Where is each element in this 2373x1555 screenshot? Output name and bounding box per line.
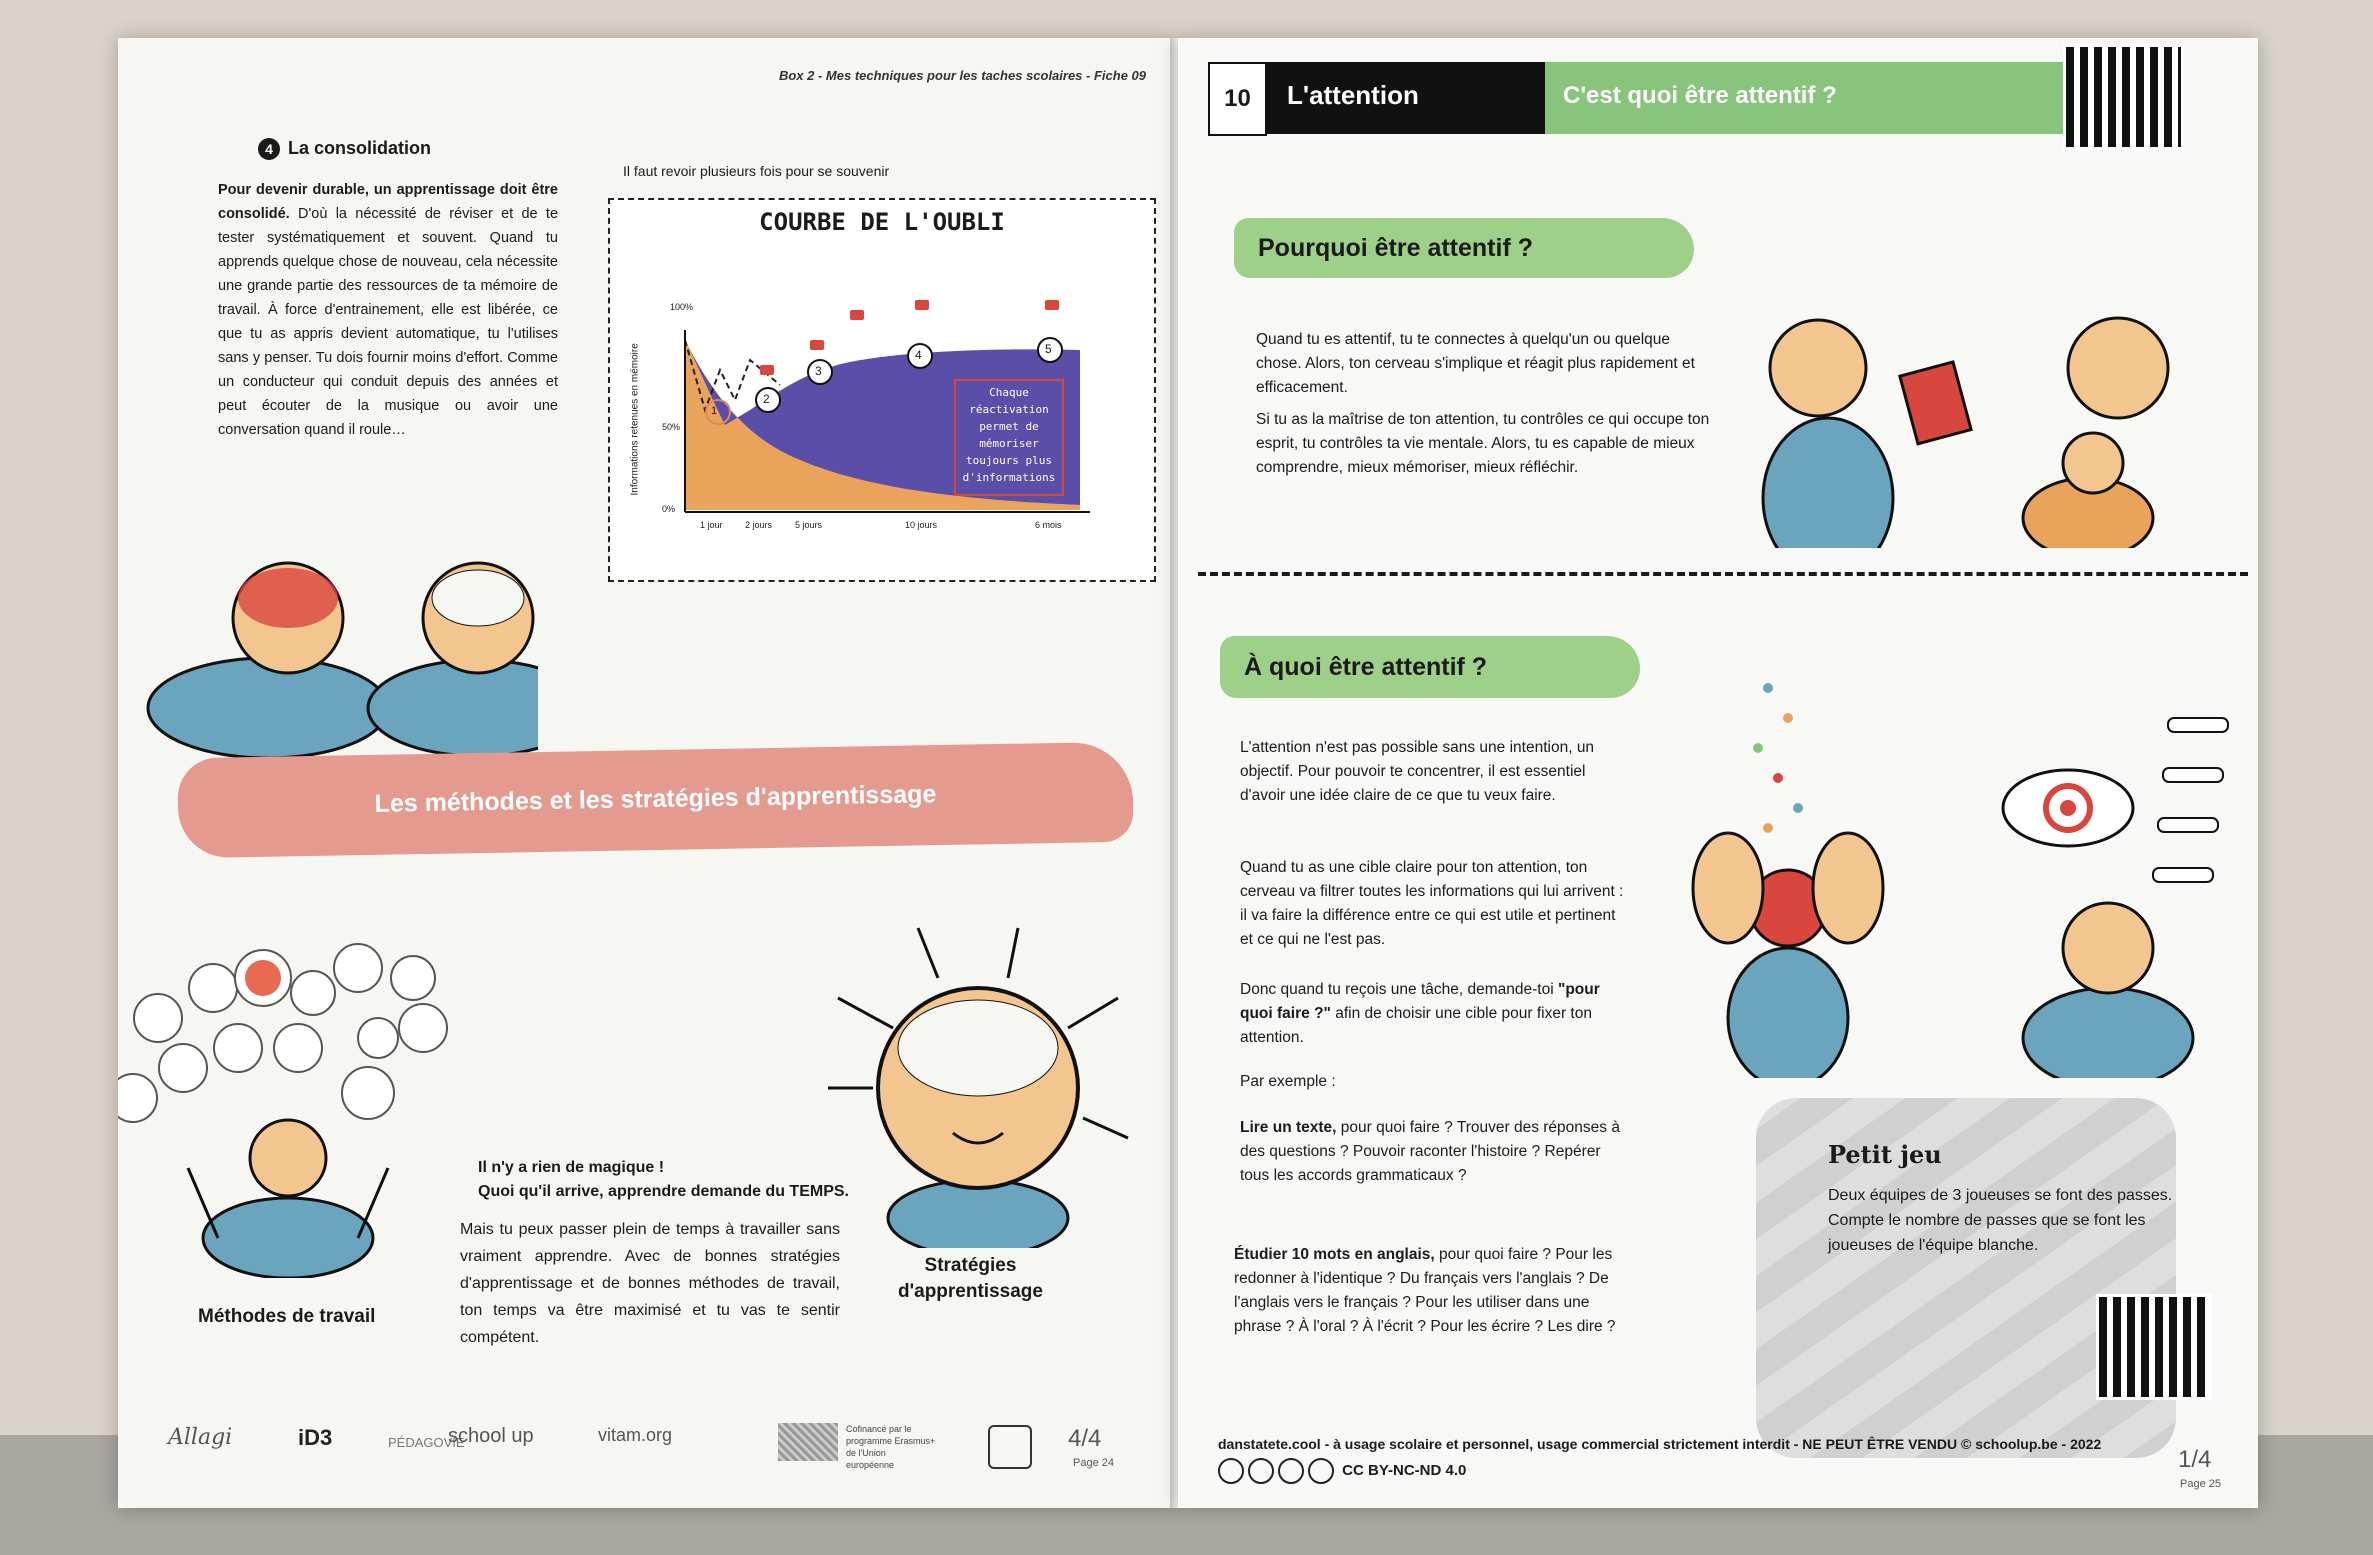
forgetting-curve-graph bbox=[608, 198, 1156, 582]
marker-4: 4 bbox=[915, 348, 922, 362]
marker-2: 2 bbox=[763, 392, 770, 406]
by-icon bbox=[1248, 1458, 1274, 1484]
why-paragraph-2: Si tu as la maîtrise de ton attention, tu contrôles ce qui occupe ton esprit, tu contrôles ta vie mentale. Alors, tu es capable de mieux comprendre, mieux mémoriser, mieux réfléchir. bbox=[1256, 411, 1710, 476]
example-2-text: pour quoi faire ? Pour les redonner à l'identique ? Du français vers l'anglais ? De l'anglais vers le français ? Pour les utiliser dans une phrase ? À l'oral ? À l'écrit ? Pour les écrire ? Les dire ? bbox=[1234, 1246, 1616, 1335]
forgetting-curve-svg bbox=[610, 200, 1154, 580]
ytick-0: 0% bbox=[662, 504, 676, 514]
label-strategies-1: Stratégies bbox=[924, 1255, 1017, 1276]
what-p3-a: Donc quand tu reçois une tâche, demande-toi bbox=[1240, 981, 1554, 998]
xtick-2: 2 jours bbox=[745, 520, 773, 530]
section-title-text: La consolidation bbox=[288, 138, 432, 158]
magic-title-2: Quoi qu'il arrive, apprendre demande du TEMPS. bbox=[478, 1183, 849, 1200]
license-text: CC BY-NC-ND 4.0 bbox=[1342, 1461, 1467, 1479]
creative-commons-icon bbox=[1218, 1458, 1244, 1484]
left-footer bbox=[118, 1413, 1176, 1473]
chapter-title: L'attention bbox=[1265, 62, 1545, 134]
game-text: Deux équipes de 3 joueuses se font des passes. Compte le nombre de passes que se font les joueuses de l'équipe blanche. bbox=[1828, 1187, 2173, 1254]
marker-3: 3 bbox=[815, 364, 822, 378]
xtick-1: 1 jour bbox=[700, 520, 723, 530]
brain-illustration bbox=[118, 528, 538, 758]
why-illustration bbox=[1738, 238, 2218, 548]
logo-pedagovie: PÉDAGOVIE bbox=[388, 1435, 465, 1450]
graph-ylabel: Informations retenues en mémoire bbox=[629, 343, 641, 496]
right-footer-line: danstatete.cool - à usage scolaire et personnel, usage commercial strictement interdit - NE PEUT ÊTRE VENDU © schoolup.be - 2022 bbox=[1218, 1436, 2102, 1452]
example-2 bbox=[1234, 1243, 1624, 1339]
ytick-50: 50% bbox=[662, 422, 681, 432]
why-title: Pourquoi être attentif ? bbox=[1234, 218, 1694, 278]
game-title: Petit jeu bbox=[1828, 1140, 1942, 1169]
example-1 bbox=[1240, 1116, 1620, 1188]
example-2-bold: Étudier 10 mots en anglais, bbox=[1234, 1246, 1435, 1263]
example-intro: Par exemple : bbox=[1240, 1073, 1336, 1090]
consolidation-text: D'où la nécessité de réviser et de te tester systématiquement et souvent. Quand tu apprends quelque chose de nouveau, cela nécessite une grande partie des ressources de ta mémoire de travail. À force d'entrainement, elle est libérée, ce que tu as appris devient automatique, tu l'utilises sans y penser. Tu dois fournir moins d'effort. Comme un conducteur qui conduit depuis des années et peut écouter de la musique ou avoir une conversation quand il roule… bbox=[218, 206, 559, 438]
left-page bbox=[118, 38, 1176, 1508]
what-p3-bold: "pour quoi faire ?" bbox=[1240, 981, 1600, 1022]
erasmus-text: Cofinancé par le programme Erasmus+ de l'Union européenne bbox=[846, 1424, 936, 1470]
magic-title-1: Il n'y a rien de magique ! bbox=[478, 1159, 665, 1176]
methods-banner bbox=[177, 742, 1134, 859]
methods-illustration bbox=[118, 918, 508, 1278]
consolidation-paragraph bbox=[218, 178, 558, 442]
what-title: À quoi être attentif ? bbox=[1220, 636, 1640, 698]
label-methodes: Méthodes de travail bbox=[198, 1306, 376, 1327]
magic-body: Mais tu peux passer plein de temps à travailler sans vraiment apprendre. Avec de bonnes stratégies d'apprentissage et de bonnes méthodes de travail, ton temps va être maximisé et tu vas te sentir compétent. bbox=[460, 1221, 840, 1346]
chapter-header bbox=[1178, 44, 2258, 148]
xtick-5: 6 mois bbox=[1035, 520, 1062, 530]
logo-id3: iD3 bbox=[298, 1425, 333, 1450]
methods-banner-text: Les méthodes et les stratégies d'apprentissage bbox=[374, 780, 937, 818]
chapter-number: 10 bbox=[1208, 62, 1267, 136]
right-page-fraction: 1/4 bbox=[2178, 1446, 2212, 1473]
left-page-fraction: 4/4 bbox=[1068, 1425, 1102, 1452]
ytick-100: 100% bbox=[670, 302, 694, 312]
left-page-header: Box 2 - Mes techniques pour les taches scolaires - Fiche 09 bbox=[778, 68, 1146, 83]
graph-note: Chaque réactivation permet de mémoriser toujours plus d'informations bbox=[962, 386, 1056, 484]
qr-code-icon[interactable] bbox=[2063, 44, 2184, 150]
attention-illustration bbox=[1648, 658, 2248, 1078]
right-page-label: Page 25 bbox=[2180, 1478, 2221, 1490]
nd-icon bbox=[1308, 1458, 1334, 1484]
what-paragraph-3 bbox=[1240, 978, 1625, 1050]
section-title bbox=[258, 138, 431, 160]
logo-vitam: vitam.org bbox=[598, 1425, 673, 1445]
why-paragraph-1: Quand tu es attentif, tu te connectes à quelqu'un ou quelque chose. Alors, ton cerveau s'implique et réagit plus rapidement et efficacement. bbox=[1256, 331, 1695, 396]
creative-commons-icon bbox=[988, 1425, 1032, 1469]
marker-5: 5 bbox=[1045, 342, 1052, 356]
graph-title: COURBE DE L'OUBLI bbox=[759, 208, 1005, 236]
example-1-text: pour quoi faire ? Trouver des réponses à des questions ? Pouvoir raconter l'histoire ? Repérer tous les accords grammaticaux ? bbox=[1240, 1119, 1620, 1184]
marker-1: 1 bbox=[711, 405, 718, 417]
qr-code-icon-game[interactable] bbox=[2096, 1294, 2212, 1400]
eu-flag-icon bbox=[778, 1423, 838, 1461]
left-page-label: Page 24 bbox=[1073, 1457, 1114, 1469]
dashed-separator bbox=[1198, 572, 2248, 576]
what-paragraph-1: L'attention n'est pas possible sans une intention, un objectif. Pour pouvoir te concentrer, il est essentiel d'avoir une idée claire de ce que tu veux faire. bbox=[1240, 739, 1595, 804]
consolidation-bold: Pour devenir durable, un apprentissage doit être consolidé. bbox=[218, 182, 558, 222]
what-p3-b: afin de choisir une cible pour fixer ton attention. bbox=[1240, 1005, 1592, 1046]
section-number: 4 bbox=[258, 138, 280, 160]
logo-schoolup: school up bbox=[448, 1425, 534, 1447]
graph-caption: Il faut revoir plusieurs fois pour se souvenir bbox=[623, 163, 890, 179]
game-background bbox=[1756, 1098, 2176, 1458]
label-strategies-2: d'apprentissage bbox=[898, 1281, 1043, 1302]
strategies-illustration bbox=[818, 918, 1138, 1248]
what-paragraph-2: Quand tu as une cible claire pour ton attention, ton cerveau va filtrer toutes les informations qui lui arrivent : il va faire la différence entre ce qui est utile et pertinent et ce qui ne l'est pas. bbox=[1240, 859, 1624, 948]
label-strategies bbox=[898, 1253, 1043, 1305]
example-1-bold: Lire un texte, bbox=[1240, 1119, 1337, 1136]
magic-title bbox=[478, 1156, 858, 1204]
right-page bbox=[1178, 38, 2258, 1508]
license-row bbox=[1218, 1458, 1466, 1484]
chapter-subtitle: C'est quoi être attentif ? bbox=[1545, 62, 2135, 134]
logo-allagi: Allagi bbox=[168, 1425, 233, 1450]
xtick-3: 5 jours bbox=[795, 520, 823, 530]
xtick-4: 10 jours bbox=[905, 520, 938, 530]
nc-icon bbox=[1278, 1458, 1304, 1484]
